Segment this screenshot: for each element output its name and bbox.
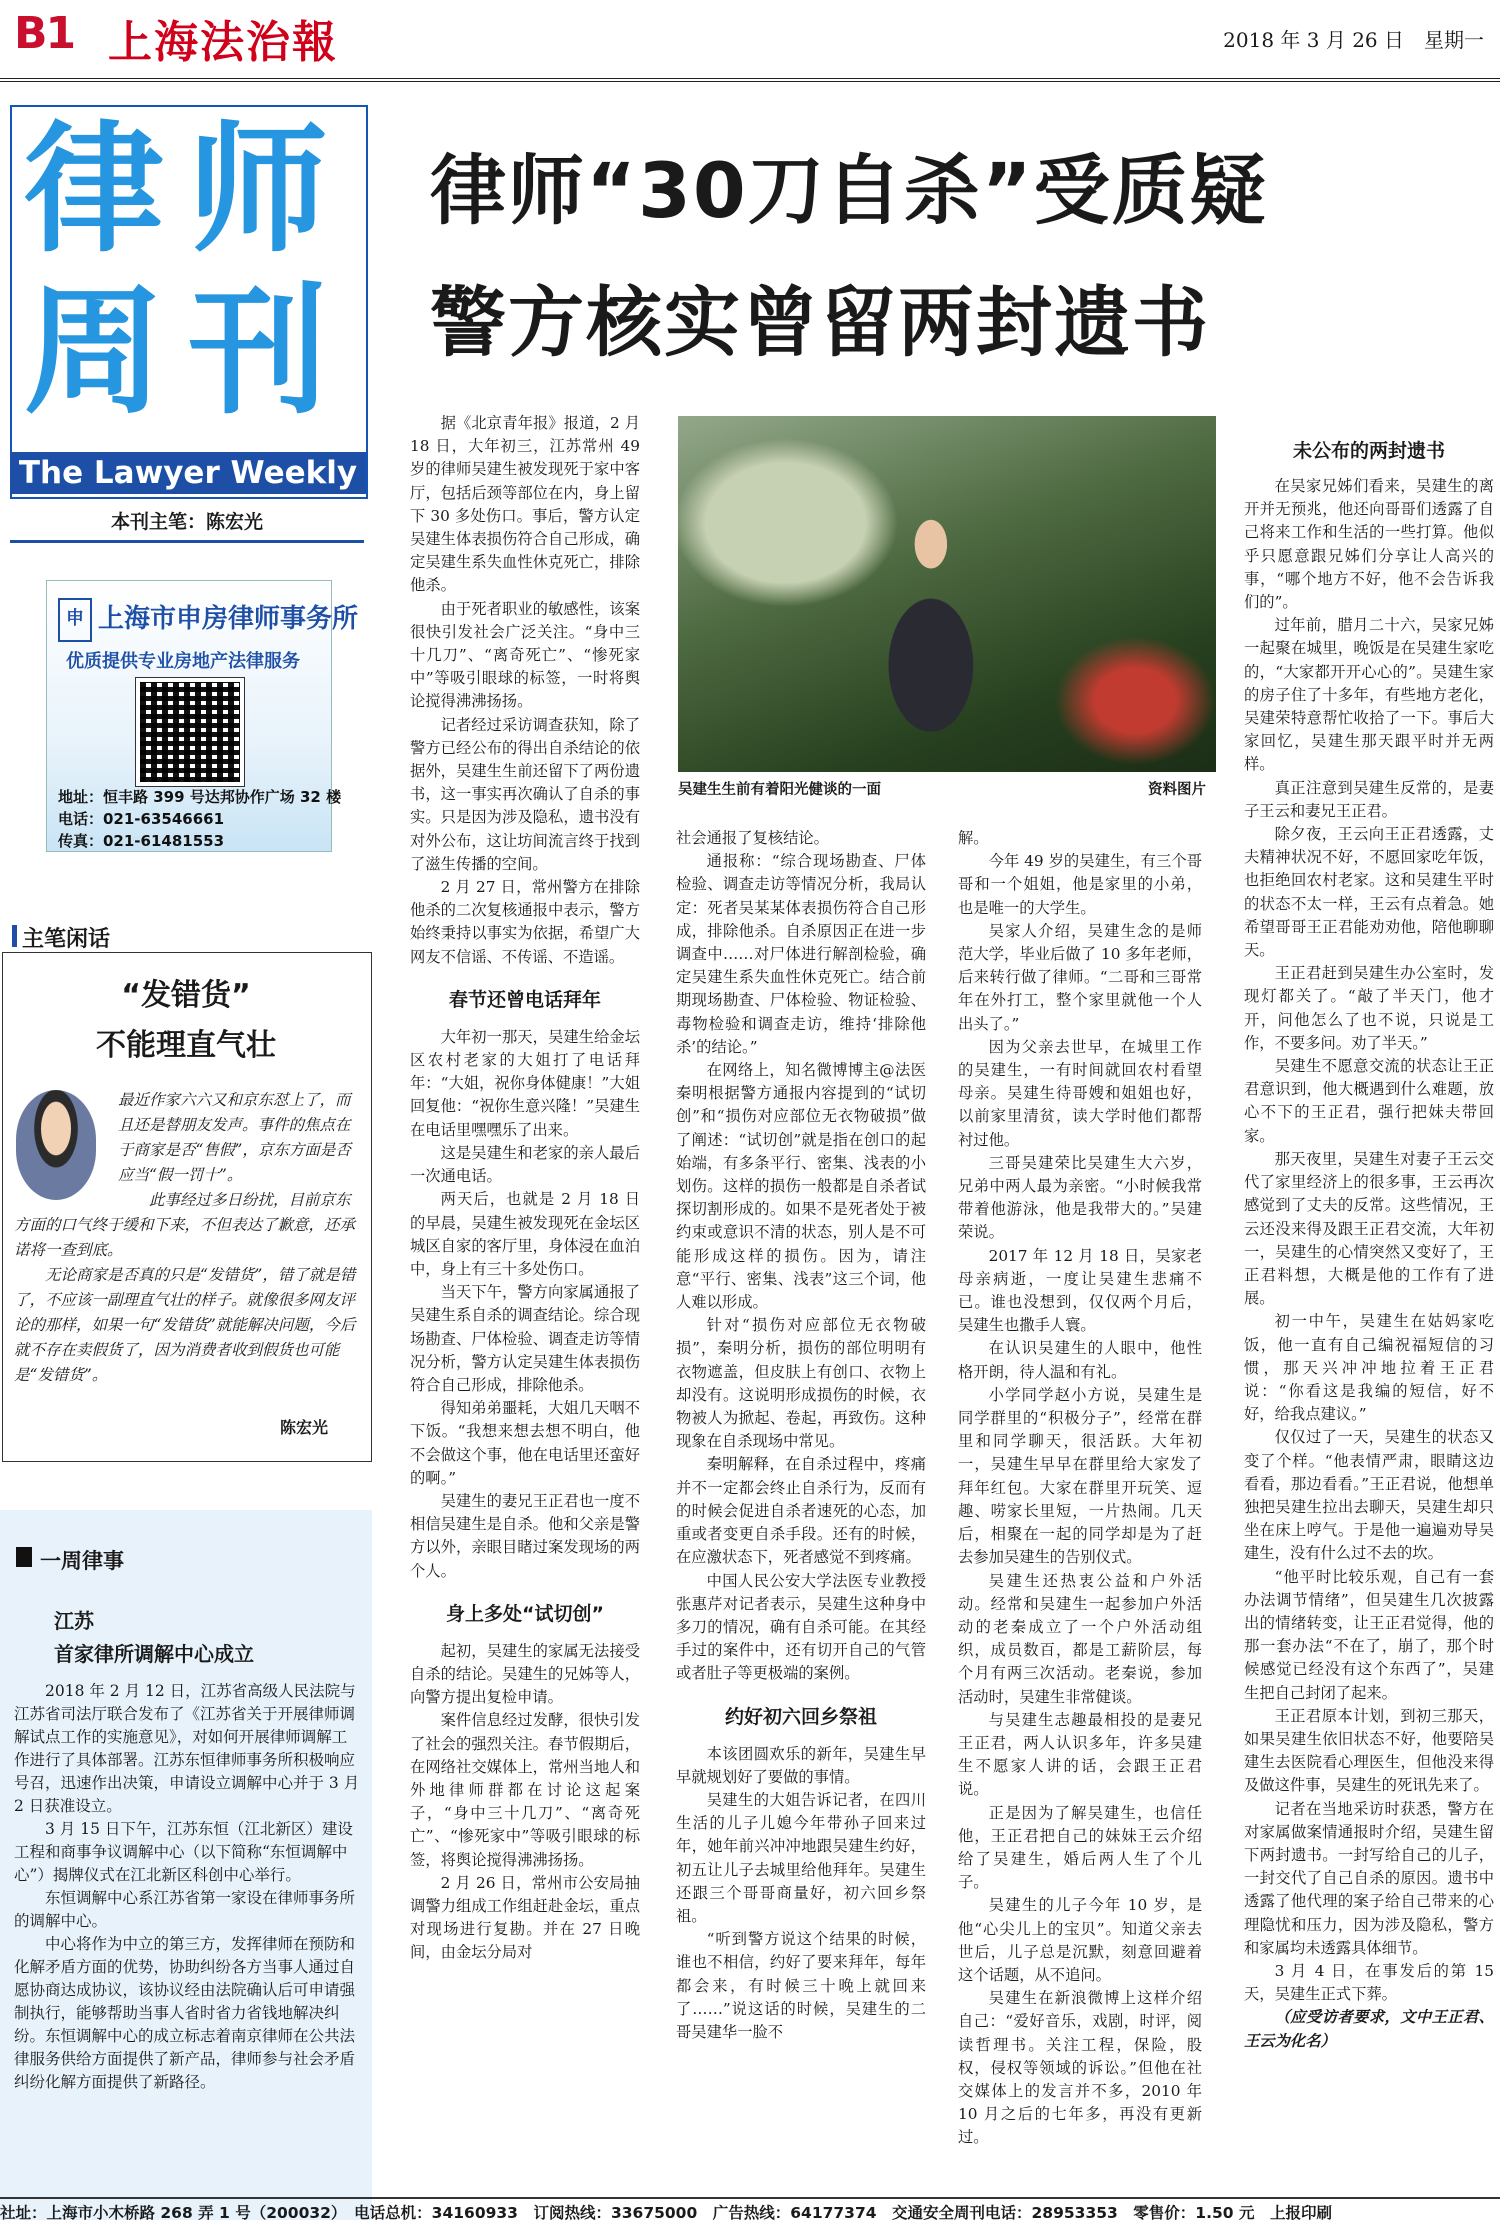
section-title (18, 110, 358, 434)
headline-line2: 警方核实曾留两封遗书 (430, 278, 1210, 367)
article-paragraph: 那天夜里，吴建生对妻子王云交代了家里经济上的很多事，王云再次感觉到了丈夫的反常。这些情况，王云还没来得及跟王正君交流，大年初一，吴建生的心情突然又变好了，王正君料想，大概是他的工作有了进展。 (1244, 1149, 1494, 1308)
week-news-title: 首家律所调解中心成立 (54, 1642, 254, 1666)
article-paragraph: 真正注意到吴建生反常的，是妻子王云和妻兄王正君。 (1244, 778, 1494, 820)
masthead: 上海法治報 (108, 17, 338, 68)
article-paragraph: 这是吴建生和老家的亲人最后一次通电话。 (410, 1143, 640, 1186)
week-paragraph: 2018 年 2 月 12 日，江苏省高级人民法院与江苏省司法厅联合发布了《江苏省关于开展律师调解试点工作的实施意见》，对如何开展律师调解工作进行了具体部署。江苏东恒律师事务所积极响应号召，迅速作出决策，申请设立调解中心并于 3 月 2 日获准设立。 (14, 1682, 360, 1815)
article-paragraph: 小学同学赵小方说，吴建生是同学群里的“积极分子”，经常在群里和同学聊天，很活跃。大年初一，吴建生早早在群里给大家发了拜年红包。大家在群里开玩笑、逗趣、唠家长里短，一片热闹。几天后，相聚在一起的同学却是为了赶去参加吴建生的告别仪式。 (958, 1385, 1202, 1567)
article-paragraph: 王正君原本计划，到初三那天，如果吴建生依旧状态不好，他要陪吴建生去医院看心理医生，但他没来得及做这件事，吴建生的死讯先来了。 (1244, 1706, 1494, 1795)
article-paragraph: 解。 (958, 829, 989, 847)
qr-code-icon (136, 678, 244, 786)
article-paragraph: 吴建生还热衷公益和户外活动。经常和吴建生一起参加户外活动的老秦成立了一个户外活动组织，成员数百，都是工薪阶层，每个月有两三次活动。老秦说，参加活动时，吴建生非常健谈。 (958, 1571, 1202, 1706)
article-paragraph: 当天下午，警方向家属通报了吴建生系自杀的调查结论。综合现场勘查、尸体检验、调查走访等情况分析，警方认定吴建生体表损伤符合自己形成，排除他杀。 (410, 1283, 640, 1394)
article-paragraph: 吴建生的妻兄王正君也一度不相信吴建生是自杀。他和父亲是警方以外，亲眼目睹过案发现场的两个人。 (410, 1491, 640, 1580)
section-title-line1: 律师 (23, 109, 352, 272)
square-bullet-icon (16, 1547, 32, 1567)
column-paragraph: 无论商家是否真的只是“发错货”，错了就是错了，不应该一副理直气壮的样子。就像很多网友评论的那样，如果一句“发错货”就能解决问题，今后就不存在卖假货了，因为消费者收到假货也可能是“发错货”。 (14, 1266, 356, 1384)
article-paragraph: 社会通报了复核结论。 (676, 829, 829, 847)
article-paragraph: 吴建生在新浪微博上这样介绍自己：“爱好音乐，戏剧，时评，阅读哲理书。关注工程，保险，股权，侵权等领域的诉讼。”但他在社交媒体上的发言并不多，2010 年 10 月之后的七年多，再没有更新过。 (958, 1989, 1202, 2147)
article-paragraph: 案件信息经过发酵，很快引发了社会的强烈关注。春节假期后，在网络社交媒体上，常州当地人和外地律师群都在讨论这起案子，“身中三十几刀”、“离奇死亡”、“惨死家中”等吸引眼球的标签，将舆论搅得沸沸扬扬。 (410, 1711, 640, 1869)
week-news-region: 江苏 (54, 1609, 94, 1633)
article-note: （应受访者要求，文中王正君、王云为化名） (1244, 2008, 1494, 2050)
article-paragraph: 通报称：“综合现场勘查、尸体检验、调查走访等情况分析，我局认定：死者吴某某体表损伤符合自己形成，排除他杀。自杀原因正在进一步调查中……对尸体进行解剖检验，确定吴建生系失血性休克死亡。结合前期现场勘查、尸体检验、物证检验、毒物检验和调查走访，维持‘排除他杀’的结论。” (676, 852, 926, 1056)
article-photo (678, 416, 1216, 772)
divider (10, 540, 364, 543)
column-title-line1: “发错货” (121, 978, 251, 1013)
ad-fax: 传真：021-61481553 (58, 832, 225, 850)
week-news-text (14, 1680, 360, 2094)
article-paragraph: 三哥吴建荣比吴建生大六岁，兄弟中两人最为亲密。“小时候我常带着他游泳，他是我带大的。”吴建荣说。 (958, 1153, 1202, 1242)
article-column-4 (1244, 475, 1494, 2053)
article-paragraph: 中国人民公安大学法医专业教授张惠芹对记者表示，吴建生这种身中多刀的情况，确有自杀可能。在其经手过的案件中，还有切开自己的气管或者肚子等更极端的案例。 (676, 1571, 926, 1683)
section-title-line2: 周刊 (23, 271, 352, 434)
article-paragraph: 初一中午，吴建生在姑妈家吃饭，他一直有自己编祝福短信的习惯，那天兴冲冲地拉着王正君说：“你看这是我编的短信，好不好，给我点建议。” (1244, 1312, 1494, 1424)
subheading: 身上多处“试切创” (446, 1602, 604, 1625)
section-title-english: The Lawyer Weekly (10, 452, 366, 494)
article-paragraph: 除夕夜，王云向王正君透露，丈夫精神状况不好，不愿回家吃年饭，也拒绝回农村老家。这和吴建生平时的状态不太一样，王云有点着急。她希望哥哥王正君能劝劝他，陪他聊聊天。 (1244, 825, 1494, 960)
article-paragraph: 吴建生的儿子今年 10 岁，是他“心尖儿上的宝贝”。知道父亲去世后，儿子总是沉默，刻意回避着这个话题，从不追问。 (958, 1896, 1202, 1984)
photo-caption: 吴建生生前有着阳光健谈的一面 (678, 782, 881, 798)
article-column-1 (410, 412, 640, 1965)
article-paragraph: “听到警方说这个结果的时候，谁也不相信，约好了要来拜年，每年都会来，有时候三十晚上就回来了……”说这话的时候，吴建生的二哥吴建华一脸不 (676, 1930, 926, 2041)
law-firm-logo-icon: 申 (58, 598, 92, 642)
page-number: B1 (14, 8, 75, 59)
article-paragraph: “他平时比较乐观，自己有一套办法调节情绪”，但吴建生几次披露出的情绪转变，让王正君觉得，他的那一套办法“不在了，崩了，那个时候感觉已经没有这个东西了”，吴建生把自己封闭了起来。 (1244, 1567, 1494, 1702)
week-paragraph: 东恒调解中心系江苏省第一家设在律师事务所的调解中心。 (14, 1889, 356, 1930)
article-paragraph: 吴建生的大姐告诉记者，在四川生活的儿子儿媳今年带孙子回来过年，她年前兴冲冲地跟吴建生约好，初五让儿子去城里给他拜年。吴建生还跟三个哥哥商量好，初六回乡祭祖。 (676, 1790, 926, 1925)
ad-slogan: 优质提供专业房地产法律服务 (66, 651, 300, 672)
article-paragraph: 两天后，也就是 2 月 18 日的早晨，吴建生被发现死在金坛区城区自家的客厅里，身体浸在血泊中，身上有三十多处伤口。 (410, 1190, 640, 1278)
article-paragraph: 正是因为了解吴建生，也信任他，王正君把自己的妹妹王云介绍给了吴建生，婚后两人生了个儿子。 (958, 1803, 1202, 1892)
article-paragraph: 针对“损伤对应部位无衣物破损”，秦明分析，损伤的部位明明有衣物遮盖，但皮肤上有创口、衣物上却没有。这说明形成损伤的时候，衣物被人为掀起、卷起，再致伤。这种现象在自杀现场中常见。 (676, 1316, 926, 1451)
column-paragraph: 此事经过多日纷扰，目前京东方面的口气终于缓和下来，不但表达了歉意，还承诺将一查到底。 (14, 1191, 356, 1259)
subheading: 约好初六回乡祭祖 (724, 1705, 877, 1728)
article-paragraph: 在网络上，知名微博博主@法医秦明根据警方通报内容提到的“试切创”和“损伤对应部位无衣物破损”做了阐述：“试切创”就是指在创口的起始端，有多条平行、密集、浅表的小划伤。这样的损伤一般都是自杀者试探切割形成的。如果不是死者处于被约束或意识不清的状态，别人是不可能形成这样的损伤。因为，请注意“平行、密集、浅表”这三个词，他人难以形成。 (676, 1061, 926, 1312)
article-paragraph: 因为父亲去世早，在城里工作的吴建生，一有时间就回农村看望母亲。吴建生待哥嫂和姐姐也好，以前家里清贫，读大学时他们都帮衬过他。 (958, 1037, 1202, 1149)
photo-credit: 资料图片 (1148, 782, 1206, 798)
article-paragraph: 2017 年 12 月 18 日，吴家老母亲病逝，一度让吴建生悲痛不已。谁也没想到，仅仅两个月后，吴建生也撒手人寰。 (958, 1246, 1202, 1335)
subheading: 春节还曾电话拜年 (448, 988, 601, 1011)
week-paragraph: 中心将作为中立的第三方，发挥律师在预防和化解矛盾方面的优势，协助纠纷各方当事人通过自愿协商达成协议，该协议经由法院确认后可申请强制执行，能够帮助当事人省时省力省钱地解决纠纷。东恒调解中心的成立标志着南京律师在公共法律服务供给方面提供了新产品，律师参与社会矛盾纠纷化解方面提供了新路径。 (14, 1935, 356, 2091)
section-editor: 本刊主笔：陈宏光 (110, 511, 263, 533)
column-title-line2: 不能理直气壮 (96, 1028, 276, 1063)
article-paragraph: 秦明解释，在自杀过程中，疼痛并不一定都会终止自杀行为，反而有的时候会促进自杀者速死的心态，加重或者变更自杀手段。还有的时候，在应激状态下，死者感觉不到疼痛。 (676, 1455, 926, 1567)
article-paragraph: 2 月 26 日，常州市公安局抽调警力组成工作组赶赴金坛，重点对现场进行复勘。并在 27 日晚间，由金坛分局对 (410, 1873, 640, 1962)
headline-line1: 律师“30刀自杀”受质疑 (430, 146, 1268, 235)
author-avatar (16, 1090, 96, 1200)
article-paragraph: 起初，吴建生的家属无法接受自杀的结论。吴建生的兄姊等人，向警方提出复检申请。 (410, 1641, 640, 1707)
article-paragraph: 吴家人介绍，吴建生念的是师范大学，毕业后做了 10 多年老师，后来转行做了律师。“二哥和三哥常年在外打工，整个家里就他一个人出头了。” (958, 921, 1202, 1033)
article-paragraph: 得知弟弟噩耗，大姐几天咽不下饭。“我想来想去想不明白，他不会做这个事，他在电话里还蛮好的啊。” (410, 1399, 640, 1487)
column-paragraph: 最近作家六六又和京东怼上了，而且还是替朋友发声。事件的焦点在于商家是否“售假”，京东方面是否应当“假一罚十”。 (118, 1091, 351, 1184)
article-paragraph: 由于死者职业的敏感性，该案很快引发社会广泛关注。“身中三十几刀”、“离奇死亡”、“惨死家中”等吸引眼球的标签，一时将舆论搅得沸沸扬扬。 (410, 599, 640, 711)
article-paragraph: 2 月 27 日，常州警方在排除他杀的二次复核通报中表示，警方始终秉持以事实为依据，希望广大网友不信谣、不传谣、不造谣。 (410, 878, 640, 966)
article-paragraph: 过年前，腊月二十六，吴家兄姊一起聚在城里，晚饭是在吴建生家吃的，“大家都开开心心的”。吴建生家的房子住了十多年，有些地方老化，吴建荣特意帮忙收拾了一下。事后大家回忆，吴建生那天跟平时并无两样。 (1244, 616, 1494, 774)
ad-address: 地址：恒丰路 399 号达邦协作广场 32 楼 (58, 788, 342, 806)
article-paragraph: 在认识吴建生的人眼中，他性格开朗，待人温和有礼。 (958, 1339, 1202, 1381)
subheading: 未公布的两封遗书 (1292, 440, 1445, 462)
article-paragraph: 与吴建生志趣最相投的是妻兄王正君，两人认识多年，许多吴建生不愿家人讲的话，会跟王正君说。 (958, 1710, 1202, 1799)
week-paragraph: 3 月 15 日下午，江苏东恒（江北新区）建设工程和商事争议调解中心（以下简称“东恒调解中心”）揭牌仪式在江北新区科创中心举行。 (14, 1820, 353, 1884)
column-marker (12, 925, 17, 947)
article-paragraph: 今年 49 岁的吴建生，有三个哥哥和一个姐姐，他是家里的小弟，也是唯一的大学生。 (958, 852, 1202, 917)
column-label: 主笔闲话 (22, 927, 111, 952)
article-paragraph: 3 月 4 日，在事发后的第 15 天，吴建生正式下葬。 (1244, 1962, 1494, 2004)
article-paragraph: 大年初一那天，吴建生给金坛区农村老家的大姐打了电话拜年：“大姐，祝你身体健康！”大姐回复他：“祝你生意兴隆！”吴建生在电话里嘿嘿乐了出来。 (410, 1027, 640, 1139)
article-paragraph: 记者在当地采访时获悉，警方在对家属做案情通报时介绍，吴建生留下两封遗书。一封写给自己的儿子，一封交代了自己自杀的原因。遗书中透露了他代理的案子给自己带来的心理隐忧和压力，因为涉及隐私，警方和家属均未透露具体细节。 (1244, 1799, 1494, 1957)
article-column-2 (676, 827, 926, 2044)
article-paragraph: 本该团圆欢乐的新年，吴建生早早就规划好了要做的事情。 (676, 1744, 926, 1786)
column-author: 陈宏光 (280, 1418, 329, 1437)
article-paragraph: 王正君赶到吴建生办公室时，发现灯都关了。“敲了半天门，他才开，问他怎么了也不说，只说是工作，不要多问。劝了半天。” (1244, 964, 1494, 1052)
article-paragraph: 仅仅过了一天，吴建生的状态又变了个样。“他表情严肃，眼睛这边看看，那边看看。”王正君说，他想单独把吴建生拉出去聊天，吴建生却只坐在床上哼气。于是他一遍遍劝导吴建生，没有什么过不去的坎。 (1244, 1428, 1494, 1563)
ad-firm-name: 上海市申房律师事务所 (98, 604, 359, 634)
article-paragraph: 据《北京青年报》报道，2 月 18 日，大年初三，江苏常州 49 岁的律师吴建生被发现死于家中客厅，包括后颈等部位在内，身上留下 30 多处伤口。事后，警方认定吴建生体表损伤符合自己形成，确定吴建生系失血性休克死亡，排除他杀。 (410, 414, 640, 595)
footer: 社址：上海市小木桥路 268 弄 1 号（200032） 电话总机：34160933 订阅热线：33675000 广告热线：64177374 交通安全周刊电话：28953353 零售价：1.50 元 上报印刷 (0, 2197, 1500, 2229)
article-paragraph: 在吴家兄姊们看来，吴建生的离开并无预兆，他还向哥哥们透露了自己将来工作和生活的一些打算。他似乎只愿意跟兄姊们分享让人高兴的事，“哪个地方不好，他不会告诉我们的”。 (1244, 477, 1494, 612)
article-paragraph: 记者经过采访调查获知，除了警方已经公布的得出自杀结论的依据外，吴建生生前还留下了两份遗书，这一事实再次确认了自杀的事实。只是因为涉及隐私，遗书没有对外公布，这让坊间流言终于找到了滋生传播的空间。 (410, 715, 640, 873)
date-line: 2018 年 3 月 26 日 星期一 (1223, 28, 1484, 52)
week-news-heading: 一周律事 (40, 1549, 124, 1573)
article-column-3 (958, 827, 1202, 2150)
ad-phone: 电话：021-63546661 (58, 810, 225, 828)
article-paragraph: 吴建生不愿意交流的状态让王正君意识到，他大概遇到什么难题，放心不下的王正君，强行把妹夫带回家。 (1244, 1057, 1494, 1145)
